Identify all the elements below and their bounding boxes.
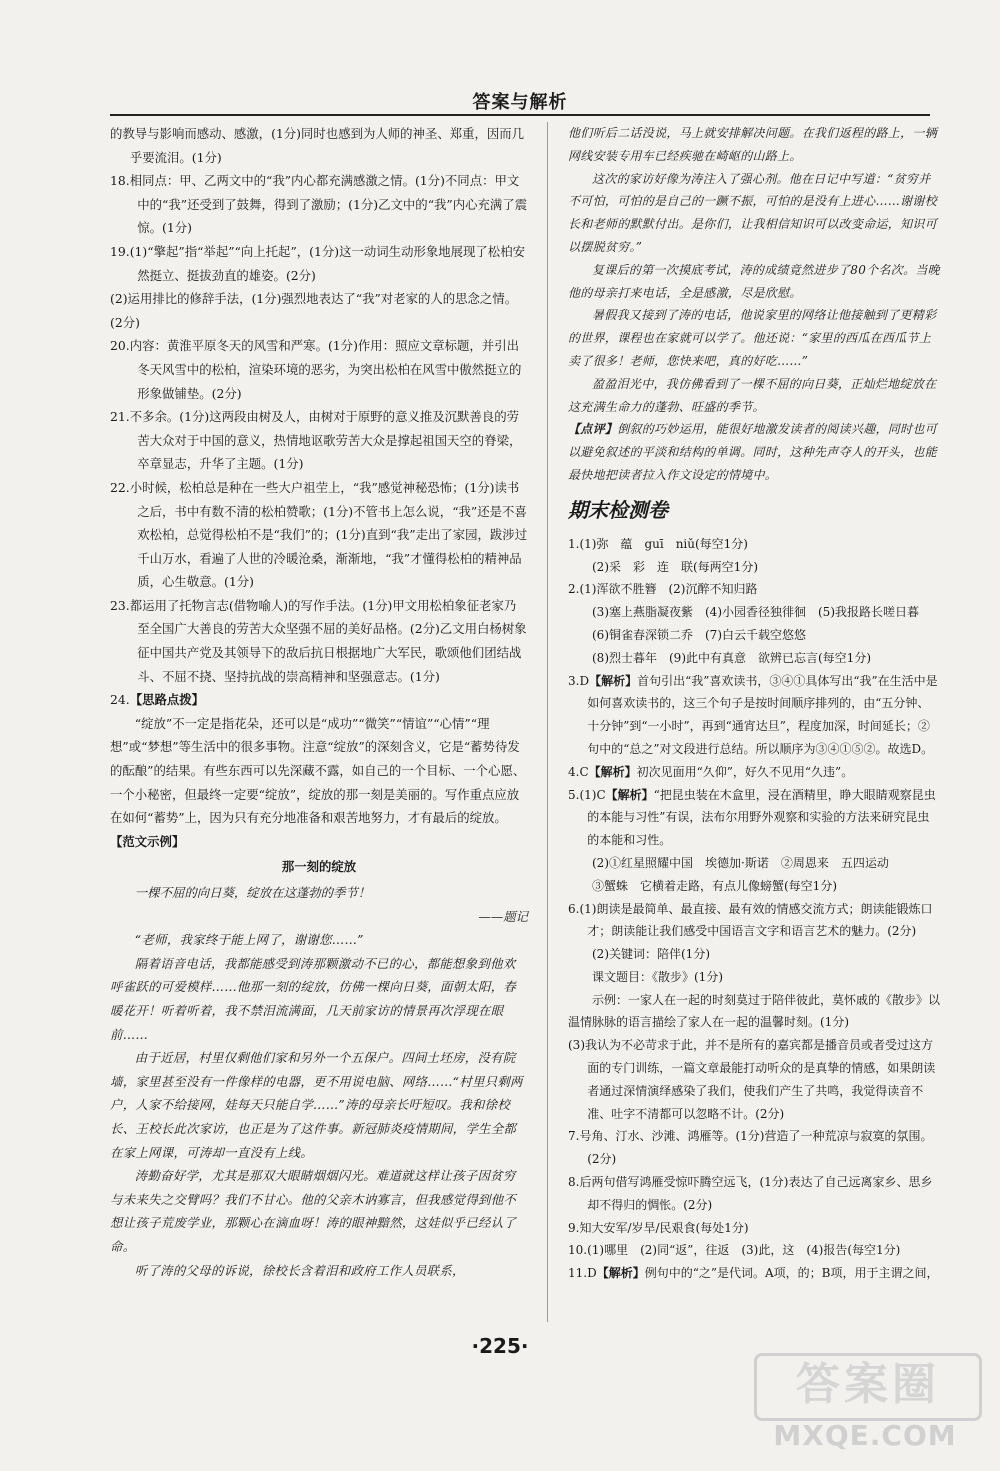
essay-paragraph: 复课后的第一次摸底考试，涛的成绩竟然进步了80个名次。当晚他的母亲打来电话，全是感激，尽是欣慰。: [568, 262, 940, 300]
header-title: 答案与解析: [472, 92, 568, 113]
essay-paragraph: 暑假我又接到了涛的电话，他说家里的网络让他接触到了更精彩的世界，课程也在家就可以学了。他还说：“家里的西瓜在西瓜节上卖了很多！老师，您快来吧，真的好吃……”: [568, 308, 937, 368]
watermark-logo: 答案圈: [754, 1353, 982, 1421]
answer-6-3: 课文题目：《散步》(1分): [592, 969, 723, 984]
answer-5: [568, 784, 940, 852]
answer-2-2: (3)塞上燕脂凝夜紫 (4)小园香径独徘徊 (5)我报路长嗟日暮: [592, 605, 919, 620]
answer-6-2: (2)关键词：陪伴(1分): [592, 947, 710, 962]
answer-19-1: 19.(1)“擎起”指“举起”“向上托起”，(1分)这一动词生动形象地展现了松柏安然挺立、挺拔劲直的雄姿。(2分): [110, 243, 525, 283]
header-rule: [110, 114, 930, 116]
comment-text: 倒叙的巧妙运用，能很好地激发读者的阅读兴趣，同时也可以避免叙述的平淡和结构的单调。同时，这种先声夺人的开头，也能最快地把读者拉入作文设定的情境中。: [568, 422, 938, 482]
essay-paragraph: 他们听后二话没说，马上就安排解决问题。在我们返程的路上，一辆网线安装专用车已经疾驰在崎岖的山路上。: [568, 126, 938, 163]
answer-5-text: “把昆虫装在木盒里，浸在酒精里，睁大眼睛观察昆虫的本能与习性”有误，法布尔用野外观察和实验的方法来研究昆虫的本能和习性。: [587, 787, 936, 848]
answer-4-choice: 4.C: [568, 764, 589, 779]
watermark-url: MXQE.COM: [773, 1419, 957, 1452]
left-column: [110, 122, 528, 1282]
essay-paragraph: 由于近居，村里仅剩他们家和另外一个五保户。四间土坯房，没有院墙，家里甚至没有一件像样的电器，更不用说电脑、网络……“村里只剩两户，人家不给接网，娃每天只能自学……”涛的母亲长吁短叹。我和徐校长、王校长此次家访，也正是为了这件事。新冠肺炎疫情期间，学生全都在家上网课，可涛却一直没有上线。: [110, 1050, 523, 1160]
answer-8: 8.后两句借写鸿雁受惊吓腾空远飞，(1分)表达了自己远离家乡、思乡却不得归的惆怅。(2分): [568, 1175, 933, 1212]
answer-6-4: 示例：一家人在一起的时刻莫过于陪伴彼此，莫怀戚的《散步》以温情脉脉的语言描绘了家人在一起的温馨时刻。(1分): [568, 992, 941, 1030]
analysis-tag: 【解析】: [605, 787, 654, 802]
essay-paragraph: 涛勤奋好学，尤其是那双大眼睛烟烟闪光。难道就这样让孩子因贫穷与未来失之交臂吗？我们不甘心。他的父亲木讷寡言，但我感觉得到他不想让孩子荒废学业，那颗心在滴血呀！涛的眼神黯然，这娃似乎已经认了命。: [110, 1168, 517, 1254]
answer-10: 10.(1)哪里 (2)同“返”，往返 (3)此，这 (4)报告(每空1分): [568, 1243, 901, 1258]
answer-7: 7.号角、汀水、沙滩、鸿雁等。(1分)营造了一种荒凉与寂寞的氛围。(2分): [568, 1129, 933, 1167]
essay-paragraph: 听了涛的父母的诉说，徐校长含着泪和政府工作人员联系，: [134, 1262, 465, 1278]
essay-epigraph: 一棵不屈的向日葵，绽放在这蓬勃的季节！: [134, 885, 371, 900]
answer-3: [568, 670, 940, 761]
answer-4: [568, 761, 940, 784]
epigraph-signature: ——题记: [478, 908, 528, 924]
answer-18: 18.相同点：甲、乙两文中的“我”内心都充满感激之情。(1分)不同点：甲文中的“我”还受到了鼓舞，得到了激励；(1分)乙文中的“我”内心充满了震惊。(1分): [110, 173, 528, 236]
answer-19-2: (2)运用排比的修辞手法，(1分)强烈地表达了“我”对老家的人的思念之情。(2分): [110, 291, 518, 330]
column-divider: [547, 122, 548, 1322]
page-header: [110, 86, 930, 116]
answer-11-choice: 11.D: [568, 1266, 597, 1281]
watermark: [754, 1353, 976, 1453]
comment-tag: 【点评】: [568, 422, 618, 437]
answer-20: 20.内容：黄淮平原冬天的风雪和严寒。(1分)作用：照应文章标题，并引出冬天风雪中的松柏，渲染环境的恶劣，为突出松柏在风雪中傲然挺立的形象做铺垫。(2分): [110, 338, 522, 401]
essay-paragraph: 这次的家访好像为涛注入了强心剂。他在日记中写道：“贫穷并不可怕，可怕的是自己的一蹶不振，可怕的是没有上进心……谢谢校长和老师的默默付出。是你们，让我相信知识可以改变命运，知识可以摆脱贫穷。”: [568, 171, 938, 254]
answer-5-choice: 5.(1)C: [568, 787, 606, 802]
analysis-tag: 【解析】: [596, 1266, 645, 1281]
answer-3-choice: 3.D: [568, 673, 590, 688]
answer-1-2: (2)采 彩 连 联(每两空1分): [592, 559, 758, 574]
answer-6-1: 6.(1)朗读是最简单、最直接、最有效的情感交流方式；朗读能锻炼口才；朗读能让我们感受中国语言文字和语言艺术的魅力。(2分): [568, 901, 933, 939]
answer-21: 21.不多余。(1分)这两段由树及人，由树对于原野的意义推及沉默善良的劳苦大众对于中国的意义，热情地讴歌劳苦大众是撑起祖国天空的脊梁，卒章显志，升华了主题。(1分): [110, 409, 522, 472]
answer-9: 9.知大安军/岁旱/民艰食(每处1分): [568, 1220, 749, 1235]
essay-paragraph: “老师，我家终于能上网了，谢谢您……”: [134, 932, 364, 948]
answer-1-1: 1.(1)弥 蕴 guī niǔ(每空1分): [568, 536, 748, 551]
analysis-tag: 【解析】: [589, 673, 638, 688]
comment-paragraph: [568, 418, 940, 486]
answer-text: 的教导与影响而感动、感激，(1分)同时也感到为人师的神圣、郑重，因而几乎要流泪。(1分): [110, 126, 525, 165]
answer-5-3: ③蟹蛛 它横着走路，有点儿像螃蟹(每空1分): [592, 878, 837, 893]
essay-paragraph: 隔着语音电话，我都能感受到涛那颗激动不已的心，都能想象到他欢呼雀跃的可爱模样……他那一刻的绽放，仿佛一棵向日葵，面朝太阳，春暖花开！听着听着，我不禁泪流满面，几天前家访的情景再次浮现在眼前……: [110, 955, 517, 1042]
answer-4-text: 初次见面用“久仰”，好久不见用“久违”。: [636, 764, 854, 779]
thinking-tip-tag: 【思路点拨】: [129, 692, 205, 708]
answer-5-2: (2)①红星照耀中国 埃德加·斯诺 ②周恩来 五四运动: [592, 855, 889, 870]
page-number: ·225·: [471, 1334, 529, 1358]
answer-2-1: 2.(1)浑欲不胜簪 (2)沉醉不知归路: [568, 582, 758, 597]
answer-22: 22.小时候，松柏总是种在一些大户祖茔上，“我”感觉神秘恐怖；(1分)读书之后，书中有数不清的松柏赞歌；(1分)不管书上怎么说，“我”还是不喜欢松柏，总觉得松柏不是“我们”的；(1分)直到“我”走出了家园，跋涉过千山万水，看遍了人世的冷暖沧桑，渐渐地，“我”才懂得松柏的精神品质，心生敬意。(1分): [110, 479, 528, 590]
answer-24-number: 24.: [110, 692, 130, 708]
analysis-tag: 【解析】: [588, 764, 637, 779]
thinking-tip-text: “绽放”不一定是指花朵，还可以是“成功”“微笑”“情谊”“心情”“理想”或“梦想”等生活中的很多事物。注意“绽放”的深刻含义，它是“蓄势待发的酝酿”的结果。有些东西可以先深藏不露，如自己的一个目标、一个心愿、一个小秘密，但最终一定要“绽放”，绽放的那一刻是美丽的。写作重点应放在如何“蓄势”上，因为只有充分地准备和艰苦地努力，才有最后的绽放。: [110, 715, 526, 826]
answer-24-heading: [110, 688, 528, 712]
answer-2-4: (8)烈士暮年 (9)此中有真意 欲辨已忘言(每空1分): [592, 650, 871, 665]
essay-paragraph: 盈盈泪光中，我仿佛看到了一棵不屈的向日葵，正灿烂地绽放在这充满生命力的蓬勃、旺盛的季节。: [568, 376, 937, 414]
section-heading: 期末检测卷: [568, 497, 668, 522]
answer-2-3: (6)铜雀春深锁二乔 (7)白云千载空悠悠: [592, 627, 806, 642]
answer-6-5: (3)我认为不必苛求于此，并不是所有的嘉宾都是播音员或者受过这方面的专门训练，一篇文章最能打动听众的是真挚的情感，如果朗读者通过深情演绎感染了我们，使我们产生了共鸣，我觉得读音不准、吐字不清都可以忽略不计。(2分): [568, 1038, 936, 1121]
essay-title: 那一刻的绽放: [281, 859, 357, 875]
right-column: [568, 122, 940, 1285]
answer-11: [568, 1262, 940, 1285]
answer-23: 23.都运用了托物言志(借物喻人)的写作手法。(1分)甲文用松柏象征老家乃至全国广大善良的劳苦大众坚强不屈的美好品格。(2分)乙文用白杨树象征中国共产党及其领导下的敌后抗日根据地广大军民，歌颂他们团结战斗、不屈不挠、坚持抗战的崇高精神和坚强意志。(1分): [110, 597, 527, 684]
answer-11-text: 例句中的“之”是代词。A项，的；B项，用于主谓之间，: [644, 1266, 939, 1281]
sample-essay-tag: 【范文示例】: [110, 833, 185, 849]
answer-3-text: 首句引出“我”喜欢读书，③④①具体写出“我”在生活中是如何喜欢读书的，这三个句子是按时间顺序排列的，由“五分钟、十分钟”到“一小时”，再到“通宵达旦”，程度加深，时间延长；②句中的“总之”对文段进行总结。所以顺序为③④①⑤②。故选D。: [587, 673, 938, 756]
